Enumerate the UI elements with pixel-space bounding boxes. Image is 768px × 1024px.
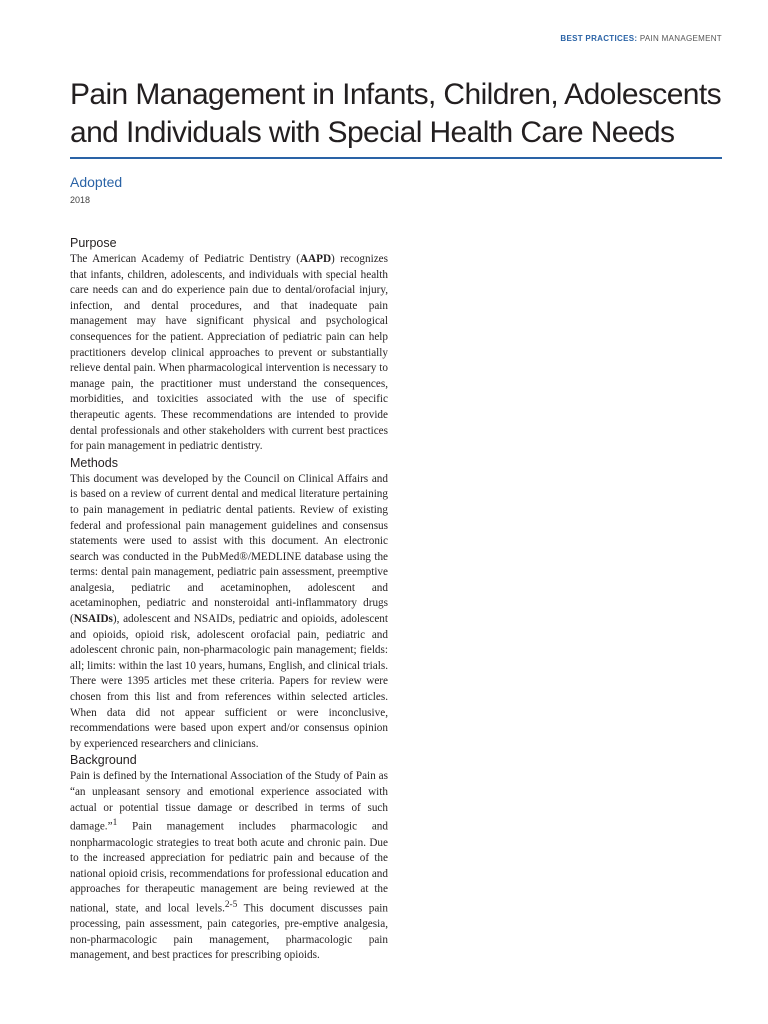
document-title: Pain Management in Infants, Children, Adolescents and Individuals with Special Health Care Needs xyxy=(70,78,722,149)
background-paragraph xyxy=(70,769,388,964)
adoption-year: 2018 xyxy=(70,195,91,205)
purpose-abbr: AAPD xyxy=(299,253,332,265)
running-header xyxy=(560,34,722,43)
section-heading-background: Background xyxy=(70,753,137,768)
purpose-paragraph xyxy=(70,252,388,455)
background-text-a: Pain is defined by the International Association of the Study of Pain as “an unpleasant sensory and emotional experience associated with actual or potential tissue damage or described in terms of such damage.” xyxy=(70,770,388,833)
header-topic: PAIN MANAGEMENT xyxy=(639,34,722,43)
header-label: BEST PRACTICES: xyxy=(560,34,638,43)
methods-text-a: This document was developed by the Council on Clinical Affairs and is based on a review of current dental and medical literature pertaining to pain management in pediatric dental patients. Review of existing federal and professional pain management guidelines and consensus statements were used to assist with this document. An electronic search was conducted in the PubMed®/MEDLINE database using the terms: dental pain management, pediatric pain assessment, preemptive analgesia, pediatric and acetaminophen, adolescent and acetaminophen, pediatric and nonsteroidal anti-inflammatory drugs ( xyxy=(70,472,388,626)
background-text-b: Pain management includes pharmacologic and nonpharmacologic strategies to treat both acute and chronic pain. Due to the increased appreciation for pediatric pain and because of the national opioid crisis, recommendations for professional education and approaches for therapeutic management are being reviewed at the national, state, and local levels. xyxy=(70,820,388,915)
methods-paragraph xyxy=(70,472,388,753)
section-heading-purpose: Purpose xyxy=(70,236,117,250)
methods-abbr: NSAIDs xyxy=(73,613,113,626)
background-text-c: This document discusses pain processing, pain assessment, pain categories, pre-emptive analgesia, non-pharmacologic pain management, pharmacologic pain management, and best practices for prescribing opioids. xyxy=(70,902,388,962)
background-ref-1: 1 xyxy=(112,818,118,829)
left-column xyxy=(70,235,388,964)
purpose-text-b: ) recognizes that infants, children, adolescents, and individuals with special health care needs can and do experience pain due to dental/orofacial injury, infection, and dental procedures, and that inadequate pain management may have significant physical and psychological consequences for the patient. Appreciation of pediatric pain can help practitioners develop clinical approaches to prevent or substantially relieve dental pain. When pharmacological intervention is necessary to manage pain, the practitioner must understand the consequences, morbidities, and toxicities associated with the use of specific therapeutic agents. These recommendations are intended to provide dental professionals and other stakeholders with current best practices for pain management in pediatric dentistry. xyxy=(70,253,389,453)
methods-text-b: ), adolescent and NSAIDs, pediatric and opioids, adolescent and opioids, opioid risk, adolescent orofacial pain, pediatric and adolescent chronic pain, non-pharmacologic pain management; fields: all; limits: within the last 10 years, humans, English, and clinical trials. There were 1395 articles met these criteria. Papers for review were chosen from this list and from references within selected articles. When data did not appear sufficient or were inconclusive, recommendations were based upon expert and/or consensus opinion by experienced researchers and clinicians. xyxy=(70,613,388,750)
background-ref-2: 2-5 xyxy=(224,899,238,910)
adoption-status: Adopted xyxy=(70,174,123,190)
title-divider xyxy=(70,157,722,159)
section-heading-methods: Methods xyxy=(70,455,118,470)
purpose-text-a: The American Academy of Pediatric Dentistry ( xyxy=(70,253,300,265)
